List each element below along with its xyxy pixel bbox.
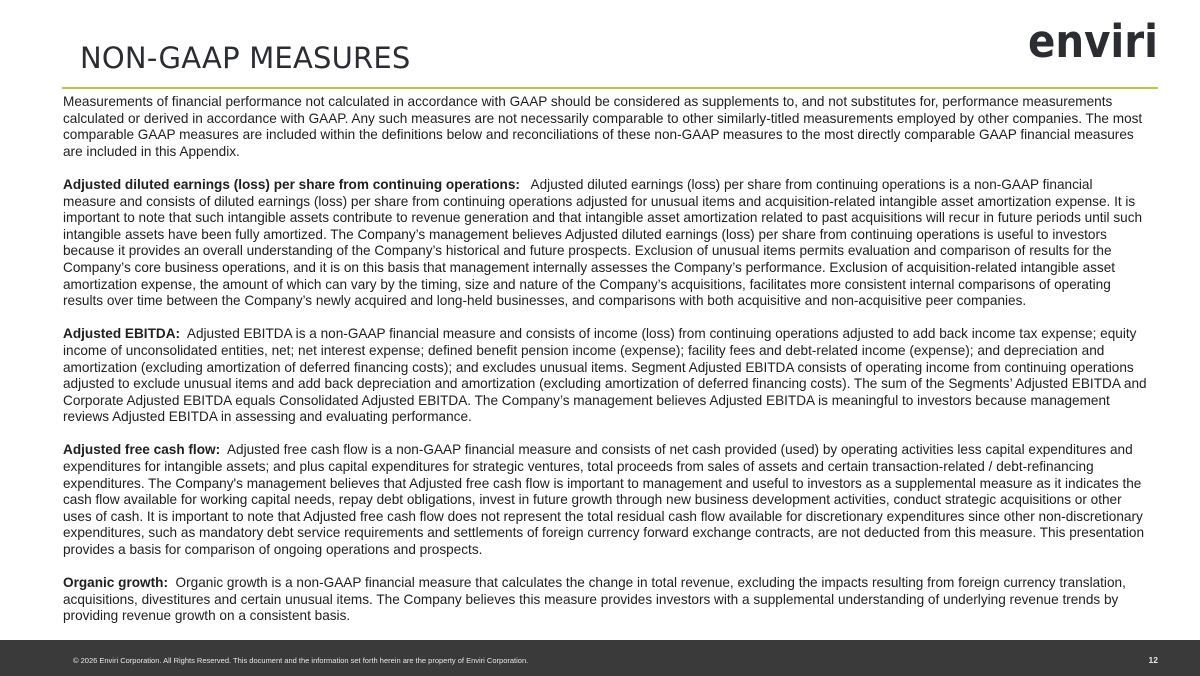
term-definition: Adjusted diluted earnings (loss) per share from continuing operations is a non-GAAP financial measure and consists of diluted earnings (loss) per share from continuing operations adjusted for unusual items and acquisition-related intangible asset amortization expense. It is important to note that such intangible assets contribute to revenue generation and that intangible asset amortization related to past acquisitions will recur in future periods until such intangible assets have been fully amortized. The Company’s management believes Adjusted diluted earnings (loss) per share from continuing operations is useful to investors because it provides an overall understanding of the Company’s historical and future prospects. Exclusion of unusual items permits evaluation and comparison of results for the Company’s core business operations, and it is on this basis that management internally assesses the Company’s performance. Exclusion of acquisition-related intangible asset amortization expense, the amount of which can vary by the timing, size and nature of the Company’s acquisitions, facilitates more consistent internal comparisons of operating results over time between the Company’s newly acquired and long-held businesses, and comparisons with both acquisitive and non-acquisitive peer companies. — [63, 176, 1143, 309]
page-title: NON-GAAP MEASURES — [80, 41, 411, 75]
footer-bar — [0, 640, 1200, 676]
body-content — [63, 94, 1148, 642]
term-definition: Adjusted EBITDA is a non-GAAP financial measure and consists of income (loss) from continuing operations adjusted to add back income tax expense; equity income of unconsolidated entities, net; net interest expense; defined benefit pension income (expense); facility fees and debt-related income (expense); and depreciation and amortization (excluding amortization of deferred financing costs); and excludes unusual items. Segment Adjusted EBITDA consists of operating income from continuing operations adjusted to exclude unusual items and add back depreciation and amortization (excluding amortization of deferred financing costs). The sum of the Segments’ Adjusted EBITDA and Corporate Adjusted EBITDA equals Consolidated Adjusted EBITDA. The Company’s management believes Adjusted EBITDA is meaningful to investors because management reviews Adjusted EBITDA in assessing and evaluating performance. — [63, 326, 1147, 425]
section-organic-growth — [63, 575, 1148, 625]
page-number: 12 — [1148, 655, 1158, 665]
logo-wordmark: enviri — [1028, 15, 1158, 62]
term-label: Adjusted EBITDA: — [63, 326, 181, 342]
intro-paragraph: Measurements of financial performance not calculated in accordance with GAAP should be considered as supplements to, and not substitutes for, performance measurements calculated or derived in accordance with GAAP. Any such measures are not necessarily comparable to other similarly-titled measurements employed by other companies. The most comparable GAAP measures are included within the definitions below and reconciliations of these non-GAAP measures to the most directly comparable GAAP financial measures are included in this Appendix. — [63, 94, 1143, 159]
section-adjusted-free-cash-flow — [63, 442, 1148, 558]
copyright-text: © 2026 Enviri Corporation. All Rights Reserved. This document and the information set forth herein are the property of Enviri Corporation. — [73, 656, 529, 665]
term-definition: Adjusted free cash flow is a non-GAAP financial measure and consists of net cash provided (used) by operating activities less capital expenditures and expenditures for intangible assets; and plus capital expenditures for strategic ventures, total proceeds from sales of assets and certain transaction-related / debt-refinancing expenditures. The Company's management believes that Adjusted free cash flow is important to management and useful to investors as a supplemental measure as it indicates the cash flow available for working capital needs, repay debt obligations, invest in future growth through new business development activities, conduct strategic acquisitions or other uses of cash. It is important to note that Adjusted free cash flow does not represent the total residual cash flow available for discretionary expenditures since other non-discretionary expenditures, such as mandatory debt service requirements and settlements of foreign currency forward exchange contracts, are not deducted from this measure. This presentation provides a basis for comparison of ongoing operations and prospects. — [63, 442, 1145, 558]
section-adjusted-eps — [63, 177, 1148, 310]
term-definition: Organic growth is a non-GAAP financial measure that calculates the change in total revenue, excluding the impacts resulting from foreign currency translation, acquisitions, divestitures and certain unusual items. The Company believes this measure provides investors with a supplemental understanding of underlying revenue trends by providing revenue growth on a consistent basis. — [63, 575, 1126, 624]
title-divider — [62, 87, 1158, 89]
term-label: Adjusted free cash flow: — [63, 442, 221, 458]
term-label: Organic growth: — [63, 575, 168, 591]
section-adjusted-ebitda — [63, 326, 1148, 426]
enviri-logo — [1028, 12, 1160, 62]
term-label: Adjusted diluted earnings (loss) per share from continuing operations: — [63, 176, 520, 192]
